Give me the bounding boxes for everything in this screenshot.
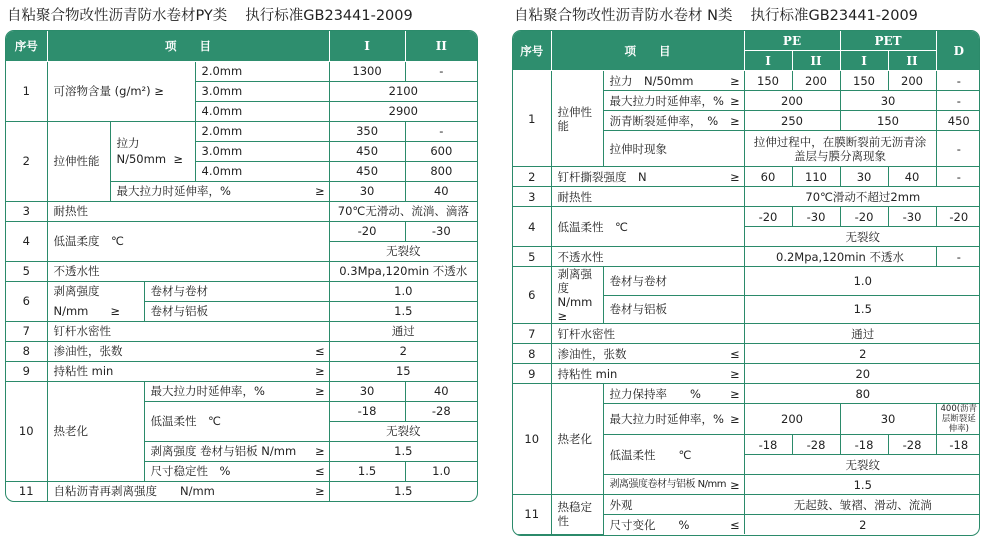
sub-label: 2.0mm	[195, 121, 329, 141]
py-title	[5, 0, 478, 30]
value-cell: -18	[936, 435, 980, 455]
header-pe-ii: II	[792, 51, 840, 71]
row-label: 拉伸性能	[551, 71, 603, 167]
sub-label: 3.0mm	[195, 81, 329, 101]
row-label: 自粘沥青再剥离强度 N/mm	[47, 481, 313, 501]
value-cell: 200	[888, 71, 936, 91]
header-item: 项 目	[47, 31, 329, 61]
value-cell: -20	[840, 207, 888, 227]
n-title	[512, 0, 980, 30]
row-label: 不透水性	[47, 261, 329, 281]
value-cell: 30	[840, 91, 936, 111]
value-cell: 1.0	[744, 267, 980, 296]
value-cell: -20	[744, 207, 792, 227]
value-cell: 450	[329, 141, 405, 161]
value-cell: -28	[792, 435, 840, 455]
row-no: 2	[513, 167, 551, 187]
row-label: 钉杆水密性	[47, 321, 329, 341]
operator: ≤	[313, 341, 329, 361]
table-row	[6, 361, 477, 381]
sub-label: 最大拉力时延伸率，%	[603, 91, 728, 111]
row-label: 可溶物含量 (g/m²) ≥	[47, 61, 195, 121]
header-grade-ii: II	[405, 31, 477, 61]
value-cell: 1300	[329, 61, 405, 81]
row-no: 2	[6, 121, 47, 201]
value-cell: 无裂纹	[329, 421, 477, 441]
py-spec-table	[6, 31, 477, 501]
table-row	[6, 281, 477, 301]
row-no: 5	[6, 261, 47, 281]
row-label	[551, 267, 603, 324]
value-cell: 无起鼓、皱褶、滑动、流淌	[744, 495, 980, 515]
sub-label: 外观	[603, 495, 744, 515]
header-d: D	[936, 31, 980, 71]
value-cell: 600	[405, 141, 477, 161]
value-cell: -	[936, 91, 980, 111]
operator: ≥	[313, 441, 329, 461]
value-cell: 150	[840, 111, 936, 131]
operator: ≤	[728, 344, 744, 364]
value-cell: 1.0	[329, 281, 477, 301]
table-row	[513, 324, 980, 344]
value-cell: 150	[840, 71, 888, 91]
operator: ≥	[313, 361, 329, 381]
row-no: 8	[6, 341, 47, 361]
value-cell: 150	[744, 71, 792, 91]
table-row	[6, 221, 477, 241]
peel-unit: N/mm	[53, 303, 89, 318]
operator: ≥	[728, 111, 744, 131]
table-row	[513, 364, 980, 384]
value-cell: 40	[888, 167, 936, 187]
table-row	[6, 341, 477, 361]
operator: ≥	[728, 91, 744, 111]
value-cell: -	[936, 71, 980, 91]
table-row	[513, 344, 980, 364]
py-table-frame	[5, 30, 478, 502]
row-label: 不透水性	[551, 247, 744, 267]
header-pe-i: I	[744, 51, 792, 71]
table-row	[6, 261, 477, 281]
value-cell: 2	[744, 344, 980, 364]
n-header-row	[513, 31, 980, 51]
operator: ≥	[728, 167, 744, 187]
sub-label: 卷材与铝板	[144, 301, 329, 321]
sub-label: 2.0mm	[195, 61, 329, 81]
sub-label: 低温柔性 ℃	[144, 401, 329, 441]
operator: ≥	[728, 71, 744, 91]
value-cell: 400(沥青层断裂延伸率)	[936, 404, 980, 435]
table-row	[513, 187, 980, 207]
row-no: 9	[6, 361, 47, 381]
value-cell: 1.5	[329, 301, 477, 321]
value-cell: 80	[744, 384, 980, 404]
row-label: 耐热性	[47, 201, 329, 221]
operator: ≥	[313, 181, 329, 201]
n-table-frame	[512, 30, 980, 536]
value-cell: 70℃滑动不超过2mm	[744, 187, 980, 207]
tensile-sub-label	[110, 121, 195, 181]
value-cell: 30	[840, 404, 936, 435]
sub-label: 尺寸稳定性 %	[144, 461, 313, 481]
operator: ≥	[728, 384, 744, 404]
value-cell: 2	[329, 341, 477, 361]
header-pet: PET	[840, 31, 936, 51]
value-cell: -	[936, 131, 980, 167]
value-cell: 40	[405, 181, 477, 201]
table-row	[6, 121, 477, 141]
sub-label: 低温柔性 ℃	[603, 435, 744, 475]
row-label: 拉伸性能	[47, 121, 110, 201]
row-no: 4	[6, 221, 47, 261]
row-label: 热稳定性	[551, 495, 603, 535]
table-row	[6, 201, 477, 221]
table-row	[6, 301, 477, 321]
sub-label: 拉伸时现象	[603, 131, 744, 167]
table-row	[513, 384, 980, 404]
peel-label: 剥离强度	[557, 267, 592, 295]
row-label: 低温柔性 ℃	[551, 207, 744, 247]
value-cell: 800	[405, 161, 477, 181]
value-cell: 无裂纹	[744, 227, 980, 247]
value-cell: -20	[936, 207, 980, 227]
value-cell: 通过	[329, 321, 477, 341]
tensile-unit: N/50mm	[116, 152, 167, 166]
operator: ≥	[728, 475, 744, 495]
value-cell: 450	[936, 111, 980, 131]
value-cell: -18	[329, 401, 405, 421]
value-cell: 60	[744, 167, 792, 187]
sub-label: 沥青断裂延伸率， %	[603, 111, 728, 131]
header-no: 序号	[513, 31, 551, 71]
value-cell: 70℃无滑动、流淌、滴落	[329, 201, 477, 221]
value-cell: -18	[744, 435, 792, 455]
operator: ≥	[173, 152, 183, 166]
sub-label: 剥离强度 卷材与铝板 N/mm	[144, 441, 313, 461]
operator: ≥	[110, 303, 120, 318]
operator: ≥	[313, 381, 329, 401]
header-pet-i: I	[840, 51, 888, 71]
row-no: 1	[6, 61, 47, 121]
value-cell: 200	[744, 404, 840, 435]
operator: ≤	[728, 515, 744, 535]
row-no: 3	[513, 187, 551, 207]
row-label: 渗油性，张数	[551, 344, 728, 364]
operator: ≤	[313, 461, 329, 481]
row-no: 8	[513, 344, 551, 364]
value-cell: 30	[329, 381, 405, 401]
row-label: 剥离强度	[47, 281, 144, 301]
table-row	[513, 71, 980, 91]
row-label: 渗油性，张数	[47, 341, 313, 361]
sub-label: 拉力 N/50mm	[603, 71, 728, 91]
n-spec-table	[513, 31, 980, 535]
n-type-panel	[512, 0, 980, 536]
value-cell: 250	[744, 111, 840, 131]
row-no: 6	[513, 267, 551, 324]
operator: ≥	[728, 364, 744, 384]
row-label: 耐热性	[551, 187, 744, 207]
value-cell: 0.3Mpa,120min 不透水	[329, 261, 477, 281]
peel-unit: N/mm ≥	[557, 295, 593, 323]
sub-label: 4.0mm	[195, 101, 329, 121]
value-cell: 1.5	[329, 461, 405, 481]
header-item: 项 目	[551, 31, 744, 71]
n-title-text: 自粘聚合物改性沥青防水卷材 N类	[514, 8, 733, 24]
value-cell: -28	[888, 435, 936, 455]
row-label: 热老化	[47, 381, 144, 481]
value-cell: 通过	[744, 324, 980, 344]
row-no: 9	[513, 364, 551, 384]
sub-label: 剥离强度卷材与铝板 N/mm	[603, 475, 728, 495]
table-row	[6, 321, 477, 341]
sub-label: 最大拉力时延伸率，%	[603, 404, 728, 435]
header-no: 序号	[6, 31, 47, 61]
value-cell: 1.5	[744, 295, 980, 324]
table-row	[513, 167, 980, 187]
table-row	[6, 61, 477, 81]
value-cell: 1.0	[405, 461, 477, 481]
row-label: 钉杆撕裂强度 N	[551, 167, 728, 187]
sub-label: 最大拉力时延伸率，%	[144, 381, 313, 401]
value-cell: 450	[329, 161, 405, 181]
py-type-panel	[5, 0, 478, 502]
table-row	[513, 267, 980, 296]
row-no: 11	[6, 481, 47, 501]
py-header-row	[6, 31, 477, 61]
row-label: 持粘性 min	[551, 364, 728, 384]
sub-label: 卷材与卷材	[144, 281, 329, 301]
operator: ≥	[313, 481, 329, 501]
row-no: 6	[6, 281, 47, 321]
value-cell: -30	[888, 207, 936, 227]
value-cell: -	[405, 61, 477, 81]
n-standard: 执行标准GB23441-2009	[750, 8, 918, 24]
value-cell: 1.5	[329, 441, 477, 461]
value-cell: 40	[405, 381, 477, 401]
value-cell: 0.2Mpa,120min 不透水	[744, 247, 936, 267]
value-cell: -18	[840, 435, 888, 455]
header-pet-ii: II	[888, 51, 936, 71]
value-cell: 拉伸过程中，在膜断裂前无沥青涂盖层与膜分离现象	[744, 131, 936, 167]
value-cell: 20	[744, 364, 980, 384]
value-cell: 350	[329, 121, 405, 141]
value-cell: 30	[840, 167, 888, 187]
value-cell: 30	[329, 181, 405, 201]
value-cell: -30	[792, 207, 840, 227]
value-cell: 2900	[329, 101, 477, 121]
table-row	[6, 381, 477, 401]
table-row	[513, 247, 980, 267]
table-row	[513, 207, 980, 227]
row-no: 7	[513, 324, 551, 344]
sub-label: 尺寸变化 %	[603, 515, 728, 535]
row-label-unit	[47, 301, 144, 321]
value-cell: -	[405, 121, 477, 141]
sub-label: 卷材与铝板	[603, 295, 744, 324]
sub-label: 4.0mm	[195, 161, 329, 181]
value-cell: 2	[744, 515, 980, 535]
value-cell: 1.5	[744, 475, 980, 495]
operator: ≥	[728, 404, 744, 435]
py-title-text: 自粘聚合物改性沥青防水卷材PY类	[7, 8, 228, 24]
value-cell: -28	[405, 401, 477, 421]
row-no: 5	[513, 247, 551, 267]
value-cell: 2100	[329, 81, 477, 101]
row-label: 钉杆水密性	[551, 324, 744, 344]
value-cell: 200	[744, 91, 840, 111]
row-no: 11	[513, 495, 551, 535]
sub-label: 最大拉力时延伸率，%	[110, 181, 313, 201]
row-no: 1	[513, 71, 551, 167]
header-grade-i: I	[329, 31, 405, 61]
row-label: 低温柔度 ℃	[47, 221, 329, 261]
header-pe: PE	[744, 31, 840, 51]
sub-label: 3.0mm	[195, 141, 329, 161]
value-cell: 1.5	[329, 481, 477, 501]
table-row	[6, 481, 477, 501]
py-standard: 执行标准GB23441-2009	[245, 8, 413, 24]
tensile-label: 拉力	[116, 136, 140, 150]
table-row	[513, 495, 980, 515]
row-no: 10	[513, 384, 551, 495]
value-cell: -20	[329, 221, 405, 241]
value-cell: -	[936, 247, 980, 267]
value-cell: 110	[792, 167, 840, 187]
row-label: 持粘性 min	[47, 361, 313, 381]
row-no: 4	[513, 207, 551, 247]
value-cell: 无裂纹	[329, 241, 477, 261]
sub-label: 卷材与卷材	[603, 267, 744, 296]
sub-label: 拉力保持率 %	[603, 384, 728, 404]
value-cell: -	[936, 167, 980, 187]
row-no: 7	[6, 321, 47, 341]
value-cell: 无裂纹	[744, 455, 980, 475]
row-no: 10	[6, 381, 47, 481]
value-cell: 15	[329, 361, 477, 381]
value-cell: 200	[792, 71, 840, 91]
row-label: 热老化	[551, 384, 603, 495]
row-no: 3	[6, 201, 47, 221]
value-cell: -30	[405, 221, 477, 241]
